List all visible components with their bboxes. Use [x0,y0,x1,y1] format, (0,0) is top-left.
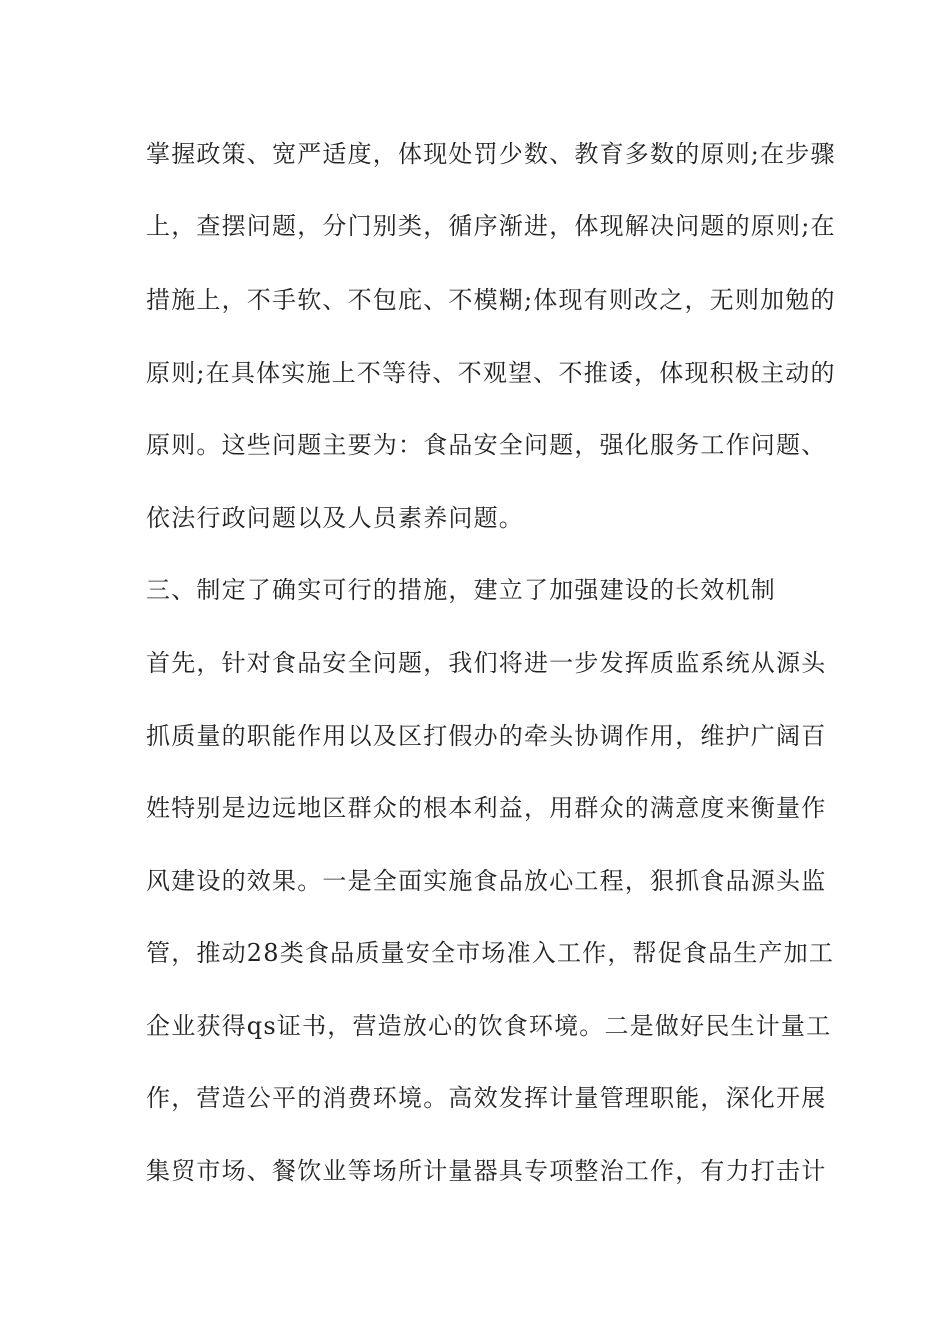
text-line: 措施上，不手软、不包庇、不模糊;体现有则改之，无则加勉的 [146,286,836,314]
text-line: 企业获得qs证书，营造放心的饮食环境。二是做好民生计量工 [146,1012,832,1040]
text-line: 作，营造公平的消费环境。高效发挥计量管理职能，深化开展 [146,1084,827,1112]
text-line: 首先，针对食品安全问题，我们将进一步发挥质监系统从源头 [146,649,827,677]
text-line: 抓质量的职能作用以及区打假办的牵头协调作用，维护广阔百 [146,722,827,750]
text-line: 原则。这些问题主要为：食品安全问题，强化服务工作问题、 [146,431,827,459]
text-line: 集贸市场、餐饮业等场所计量器具专项整治工作，有力打击计 [146,1157,827,1185]
text-line: 原则;在具体实施上不等待、不观望、不推诿，体现积极主动的 [146,359,836,387]
text-line: 风建设的效果。一是全面实施食品放心工程，狠抓食品源头监 [146,867,827,895]
text-line: 姓特别是边远地区群众的根本利益，用群众的满意度来衡量作 [146,794,827,822]
text-line: 管，推动28类食品质量安全市场准入工作，帮促食品生产加工 [146,939,835,967]
text-line: 依法行政问题以及人员素养问题。 [146,504,524,532]
text-line: 上，查摆问题，分门别类，循序渐进，体现解决问题的原则;在 [146,212,836,240]
text-line: 掌握政策、宽严适度，体现处罚少数、教育多数的原则;在步骤 [146,140,836,168]
section-heading: 三、制定了确实可行的措施，建立了加强建设的长效机制 [146,576,776,604]
